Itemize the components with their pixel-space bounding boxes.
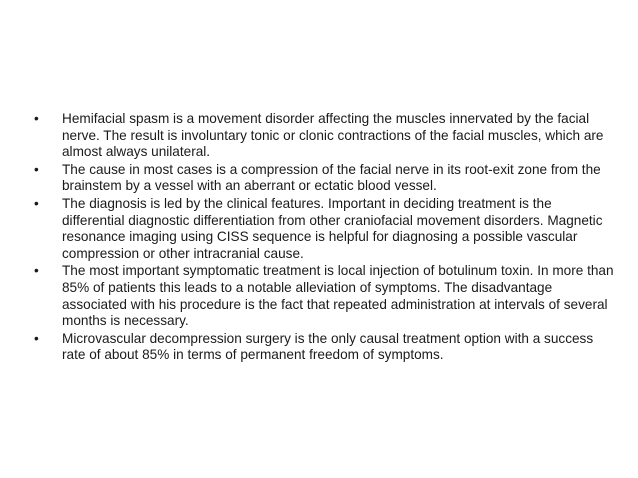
bullet-icon: • bbox=[34, 195, 39, 211]
bullet-item bbox=[34, 111, 614, 161]
bullet-item bbox=[34, 263, 614, 329]
bullet-item bbox=[34, 162, 614, 195]
bullet-icon: • bbox=[34, 263, 39, 279]
bullet-list bbox=[34, 111, 614, 365]
bullet-text: Hemifacial spasm is a movement disorder affecting the muscles innervated by the facial nerve. The result is involuntary tonic or clonic contractions of the facial muscles, which are almost always unilateral. bbox=[62, 111, 604, 160]
bullet-icon: • bbox=[34, 161, 39, 177]
bullet-text: The most important symptomatic treatment is local injection of botulinum toxin. In more than 85% of patients this leads to a notable alleviation of symptoms. The disadvantage associated with his procedure is the fact that repeated administration at intervals of several months is necessary. bbox=[62, 263, 614, 329]
bullet-item bbox=[34, 196, 614, 262]
bullet-icon: • bbox=[34, 111, 39, 126]
bullet-text: Microvascular decompression surgery is the only causal treatment option with a success rate of about 85% in terms of permanent freedom of symptoms. bbox=[62, 330, 594, 363]
bullet-icon: • bbox=[34, 330, 39, 346]
bullet-item bbox=[34, 331, 614, 364]
bullet-text: The diagnosis is led by the clinical features. Important in deciding treatment is the differential diagnostic differentiation from other craniofacial movement disorders. Magnetic resonance imaging using CISS sequence is helpful for diagnosing a possible vascular compression or other intracranial cause. bbox=[62, 195, 603, 261]
bullet-text: The cause in most cases is a compression of the facial nerve in its root-exit zone from the brainstem by a vessel with an aberrant or ectatic blood vessel. bbox=[62, 161, 601, 194]
